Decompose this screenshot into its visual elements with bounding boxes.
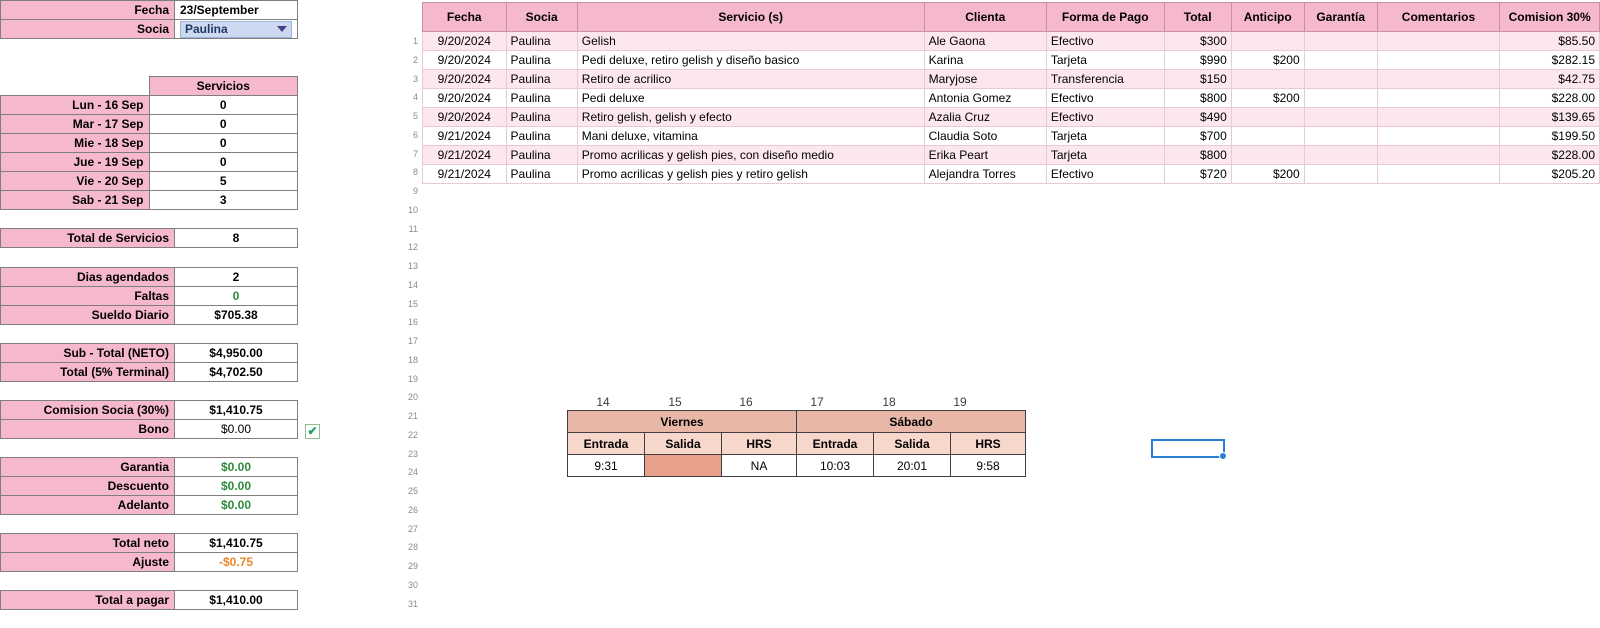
bono-value[interactable]: $0.00 [175, 420, 298, 439]
row-number: 19 [407, 373, 418, 384]
cell-anticipo[interactable]: $200 [1231, 89, 1304, 108]
schedule-values-row [568, 455, 1026, 477]
column-number: 17 [810, 395, 824, 409]
comision-socia-value[interactable]: $1,410.75 [175, 401, 298, 420]
cell-socia[interactable]: Paulina [506, 89, 577, 108]
row-number: 15 [407, 298, 418, 309]
sueldo-diario-label: Sueldo Diario [1, 306, 175, 325]
fecha-row [1, 1, 298, 20]
bono-label: Bono [1, 420, 175, 439]
row-number: 18 [407, 354, 418, 365]
cell-forma-pago[interactable]: Efectivo [1046, 108, 1164, 127]
faltas-label: Faltas [1, 287, 175, 306]
cell-clienta[interactable]: Karina [924, 51, 1046, 70]
row-number: 27 [407, 523, 418, 534]
summary-panel [0, 0, 300, 610]
cell-fecha[interactable]: 9/20/2024 [423, 89, 507, 108]
row-number: 21 [407, 411, 418, 421]
cell-socia[interactable]: Paulina [506, 146, 577, 165]
totales-block [0, 343, 298, 382]
ajuste-value[interactable]: -$0.75 [175, 553, 298, 572]
cell-comision[interactable]: $42.75 [1500, 70, 1600, 89]
adelanto-row [1, 496, 298, 515]
cell-fecha[interactable]: 9/20/2024 [423, 70, 507, 89]
day-row-lun [1, 96, 298, 115]
col-header-socia[interactable]: Socia [506, 3, 577, 32]
cell-clienta[interactable]: Ale Gaona [924, 32, 1046, 51]
cell-total[interactable]: $490 [1164, 108, 1231, 127]
table-row[interactable] [423, 51, 1600, 70]
cell-servicio[interactable]: Pedi deluxe [577, 89, 924, 108]
day-value-sab[interactable]: 3 [149, 191, 298, 210]
cell-forma-pago[interactable]: Tarjeta [1046, 127, 1164, 146]
chevron-down-icon[interactable] [277, 26, 287, 32]
subtotal-row [1, 344, 298, 363]
cell-servicio[interactable]: Mani deluxe, vitamina [577, 127, 924, 146]
row-number: 31 [407, 598, 418, 609]
cell-comentarios[interactable] [1377, 32, 1500, 51]
sueldo-diario-value[interactable]: $705.38 [175, 306, 298, 325]
cell-forma-pago[interactable]: Transferencia [1046, 70, 1164, 89]
cell-socia[interactable]: Paulina [506, 127, 577, 146]
cell-garantia[interactable] [1304, 32, 1377, 51]
cell-comentarios[interactable] [1377, 146, 1500, 165]
fill-handle[interactable] [1219, 452, 1227, 460]
total-neto-value[interactable]: $1,410.75 [175, 534, 298, 553]
attendance-table [567, 410, 1026, 477]
day-header-sabado: Sábado [797, 411, 1026, 433]
cell-total[interactable]: $800 [1164, 146, 1231, 165]
row-number: 26 [407, 504, 418, 515]
row-number: 17 [407, 336, 418, 346]
row-number: 7 [412, 148, 418, 159]
cell-anticipo[interactable] [1231, 32, 1304, 51]
row-number: 30 [407, 579, 418, 590]
row-number: 9 [412, 186, 418, 196]
garantia-row [1, 458, 298, 477]
table-row[interactable] [423, 165, 1600, 184]
day-label-mar: Mar - 17 Sep [1, 115, 150, 134]
column-number: 14 [596, 395, 610, 409]
value-entrada-viernes[interactable]: 9:31 [568, 455, 645, 477]
total-neto-row [1, 534, 298, 553]
bono-checkbox[interactable]: ✔ [305, 424, 320, 439]
cell-comision[interactable]: $205.20 [1500, 165, 1600, 184]
day-label-lun: Lun - 16 Sep [1, 96, 150, 115]
day-row-vie [1, 172, 298, 191]
cell-comision[interactable]: $85.50 [1500, 32, 1600, 51]
servicios-header: Servicios [149, 77, 298, 96]
row-number: 23 [407, 448, 418, 459]
cell-forma-pago[interactable]: Tarjeta [1046, 146, 1164, 165]
cell-anticipo[interactable] [1231, 127, 1304, 146]
cell-garantia[interactable] [1304, 146, 1377, 165]
table-row[interactable] [423, 32, 1600, 51]
descuento-label: Descuento [1, 477, 175, 496]
table-row[interactable] [423, 127, 1600, 146]
sueldo-diario-row [1, 306, 298, 325]
row-number: 13 [407, 261, 418, 271]
total-terminal-row [1, 363, 298, 382]
total-servicios-row [1, 229, 298, 248]
cell-anticipo[interactable] [1231, 70, 1304, 89]
day-value-lun[interactable]: 0 [149, 96, 298, 115]
ajuste-label: Ajuste [1, 553, 175, 572]
day-label-jue: Jue - 19 Sep [1, 153, 150, 172]
row-number: 22 [407, 429, 418, 440]
deducciones-block [0, 457, 298, 515]
cell-socia[interactable]: Paulina [506, 70, 577, 89]
garantia-value[interactable]: $0.00 [175, 458, 298, 477]
cell-anticipo[interactable] [1231, 146, 1304, 165]
header-block [0, 0, 298, 39]
subheader-entrada-sabado: Entrada [797, 433, 874, 455]
column-number: 15 [668, 395, 682, 409]
col-header-comision[interactable]: Comision 30% [1500, 3, 1600, 32]
socia-dropdown-value: Paulina [185, 22, 228, 36]
dias-agendados-row [1, 268, 298, 287]
schedule-column-numbers [567, 394, 1026, 410]
cell-forma-pago[interactable]: Tarjeta [1046, 51, 1164, 70]
faltas-row [1, 287, 298, 306]
cell-garantia[interactable] [1304, 89, 1377, 108]
col-header-clienta[interactable]: Clienta [924, 3, 1046, 32]
day-label-sab: Sab - 21 Sep [1, 191, 150, 210]
total-servicios-value[interactable]: 8 [175, 229, 298, 248]
row-number: 24 [407, 467, 418, 478]
cell-comentarios[interactable] [1377, 108, 1500, 127]
cell-fecha[interactable]: 9/20/2024 [423, 108, 507, 127]
cell-socia[interactable]: Paulina [506, 165, 577, 184]
value-salida-viernes[interactable] [645, 455, 722, 477]
day-label-vie: Vie - 20 Sep [1, 172, 150, 191]
cell-comentarios[interactable] [1377, 165, 1500, 184]
cell-clienta[interactable]: Claudia Soto [924, 127, 1046, 146]
faltas-value[interactable]: 0 [175, 287, 298, 306]
cell-clienta[interactable]: Alejandra Torres [924, 165, 1046, 184]
total-pagar-row [1, 591, 298, 610]
adelanto-label: Adelanto [1, 496, 175, 515]
cell-servicio[interactable]: Pedi deluxe, retiro gelish y diseño basico [577, 51, 924, 70]
adelanto-value[interactable]: $0.00 [175, 496, 298, 515]
subheader-hrs-viernes: HRS [722, 433, 797, 455]
socia-dropdown[interactable] [180, 21, 292, 38]
total-pagar-value[interactable]: $1,410.00 [175, 591, 298, 610]
col-header-total[interactable]: Total [1164, 3, 1231, 32]
value-hrs-viernes[interactable]: NA [722, 455, 797, 477]
column-number: 16 [739, 395, 753, 409]
day-header-viernes: Viernes [568, 411, 797, 433]
row-number: 1 [412, 36, 418, 46]
row-number: 5 [412, 111, 418, 121]
cell-garantia[interactable] [1304, 127, 1377, 146]
bono-row [1, 420, 298, 439]
column-number: 18 [882, 395, 896, 409]
table-row[interactable] [423, 146, 1600, 165]
col-header-garantia[interactable]: Garantía [1304, 3, 1377, 32]
row-number: 28 [407, 542, 418, 553]
cell-fecha[interactable]: 9/21/2024 [423, 146, 507, 165]
day-row-sab [1, 191, 298, 210]
total-servicios-block [0, 228, 298, 248]
table-row[interactable] [423, 89, 1600, 108]
cell-clienta[interactable]: Maryjose [924, 70, 1046, 89]
cell-garantia[interactable] [1304, 165, 1377, 184]
sueldo-block [0, 267, 298, 325]
subheader-entrada-viernes: Entrada [568, 433, 645, 455]
cell-servicio[interactable]: Promo acrilicas y gelish pies, con diseño medio [577, 146, 924, 165]
cell-comision[interactable]: $282.15 [1500, 51, 1600, 70]
comision-socia-label: Comision Socia (30%) [1, 401, 175, 420]
row-number: 4 [412, 92, 418, 103]
cell-servicio[interactable]: Retiro de acrilico [577, 70, 924, 89]
row-number: 2 [412, 54, 418, 65]
cell-servicio[interactable]: Gelish [577, 32, 924, 51]
cell-forma-pago[interactable]: Efectivo [1046, 32, 1164, 51]
cell-comision[interactable]: $228.00 [1500, 146, 1600, 165]
socia-label: Socia [1, 20, 175, 39]
total-neto-label: Total neto [1, 534, 175, 553]
row-number: 10 [407, 204, 418, 215]
cell-total[interactable]: $700 [1164, 127, 1231, 146]
cell-fecha[interactable]: 9/20/2024 [423, 51, 507, 70]
fecha-value[interactable]: 23/September [175, 1, 298, 20]
row-number-gutter [396, 32, 418, 613]
cell-clienta[interactable]: Erika Peart [924, 146, 1046, 165]
total-pagar-block [0, 590, 298, 610]
col-header-fecha[interactable]: Fecha [423, 3, 507, 32]
cell-total[interactable]: $800 [1164, 89, 1231, 108]
cell-clienta[interactable]: Antonia Gomez [924, 89, 1046, 108]
cell-fecha[interactable]: 9/20/2024 [423, 32, 507, 51]
ajuste-row [1, 553, 298, 572]
subtotal-value[interactable]: $4,950.00 [175, 344, 298, 363]
row-number: 20 [407, 392, 418, 403]
col-header-comentarios[interactable]: Comentarios [1377, 3, 1500, 32]
cell-socia[interactable]: Paulina [506, 51, 577, 70]
day-value-mar[interactable]: 0 [149, 115, 298, 134]
fecha-label: Fecha [1, 1, 175, 20]
cell-total[interactable]: $150 [1164, 70, 1231, 89]
col-header-servicio[interactable]: Servicio (s) [577, 3, 924, 32]
garantia-label: Garantia [1, 458, 175, 477]
value-hrs-sabado[interactable]: 9:58 [951, 455, 1026, 477]
cell-anticipo[interactable]: $200 [1231, 51, 1304, 70]
neto-block [0, 533, 298, 572]
socia-dropdown-cell[interactable] [175, 20, 298, 39]
cell-total[interactable]: $990 [1164, 51, 1231, 70]
table-row[interactable] [423, 70, 1600, 89]
dias-agendados-value[interactable]: 2 [175, 268, 298, 287]
cell-forma-pago[interactable]: Efectivo [1046, 89, 1164, 108]
cell-forma-pago[interactable]: Efectivo [1046, 165, 1164, 184]
subheader-salida-sabado: Salida [874, 433, 951, 455]
socia-row [1, 20, 298, 39]
row-number: 8 [412, 167, 418, 178]
cell-fecha[interactable]: 9/21/2024 [423, 127, 507, 146]
descuento-value[interactable]: $0.00 [175, 477, 298, 496]
row-number: 14 [407, 279, 418, 290]
row-number: 25 [407, 486, 418, 496]
cell-socia[interactable]: Paulina [506, 108, 577, 127]
cell-comision[interactable]: $228.00 [1500, 89, 1600, 108]
day-row-jue [1, 153, 298, 172]
cell-anticipo[interactable] [1231, 108, 1304, 127]
cell-total[interactable]: $300 [1164, 32, 1231, 51]
cell-socia[interactable]: Paulina [506, 32, 577, 51]
col-header-forma-pago[interactable]: Forma de Pago [1046, 3, 1164, 32]
value-entrada-sabado[interactable]: 10:03 [797, 455, 874, 477]
cell-total[interactable]: $720 [1164, 165, 1231, 184]
cell-servicio[interactable]: Promo acrilicas y gelish pies y retiro gelish [577, 165, 924, 184]
value-salida-sabado[interactable]: 20:01 [874, 455, 951, 477]
cell-comentarios[interactable] [1377, 127, 1500, 146]
cell-fecha[interactable]: 9/21/2024 [423, 165, 507, 184]
cell-anticipo[interactable]: $200 [1231, 165, 1304, 184]
day-label-mie: Mie - 18 Sep [1, 134, 150, 153]
comision-block [0, 400, 298, 439]
active-cell-selection[interactable] [1151, 439, 1225, 458]
day-value-jue[interactable]: 0 [149, 153, 298, 172]
total-terminal-label: Total (5% Terminal) [1, 363, 175, 382]
day-value-vie[interactable]: 5 [149, 172, 298, 191]
row-number: 3 [412, 73, 418, 84]
cell-garantia[interactable] [1304, 108, 1377, 127]
cell-comentarios[interactable] [1377, 70, 1500, 89]
day-row-mar [1, 115, 298, 134]
servicios-header-row [1, 77, 298, 96]
subheader-hrs-sabado: HRS [951, 433, 1026, 455]
servicios-block [0, 76, 298, 210]
schedule-day-row [568, 411, 1026, 433]
cell-garantia[interactable] [1304, 51, 1377, 70]
cell-clienta[interactable]: Azalia Cruz [924, 108, 1046, 127]
col-header-anticipo[interactable]: Anticipo [1231, 3, 1304, 32]
row-number: 12 [407, 242, 418, 253]
cell-comentarios[interactable] [1377, 51, 1500, 70]
table-header-row [423, 3, 1600, 32]
dias-agendados-label: Dias agendados [1, 268, 175, 287]
cell-comentarios[interactable] [1377, 89, 1500, 108]
descuento-row [1, 477, 298, 496]
column-number: 19 [953, 395, 967, 409]
services-table [422, 2, 1600, 184]
table-row[interactable] [423, 108, 1600, 127]
total-terminal-value[interactable]: $4,702.50 [175, 363, 298, 382]
total-servicios-label: Total de Servicios [1, 229, 175, 248]
cell-comision[interactable]: $199.50 [1500, 127, 1600, 146]
attendance-section [567, 394, 1026, 477]
cell-garantia[interactable] [1304, 70, 1377, 89]
row-number: 16 [407, 317, 418, 328]
day-row-mie [1, 134, 298, 153]
row-number: 6 [412, 129, 418, 140]
row-number: 11 [408, 223, 418, 234]
day-value-mie[interactable]: 0 [149, 134, 298, 153]
comision-socia-row [1, 401, 298, 420]
schedule-subheader-row [568, 433, 1026, 455]
row-number: 29 [407, 561, 418, 571]
total-pagar-label: Total a pagar [1, 591, 175, 610]
subheader-salida-viernes: Salida [645, 433, 722, 455]
cell-servicio[interactable]: Retiro gelish, gelish y efecto [577, 108, 924, 127]
subtotal-label: Sub - Total (NETO) [1, 344, 175, 363]
cell-comision[interactable]: $139.65 [1500, 108, 1600, 127]
